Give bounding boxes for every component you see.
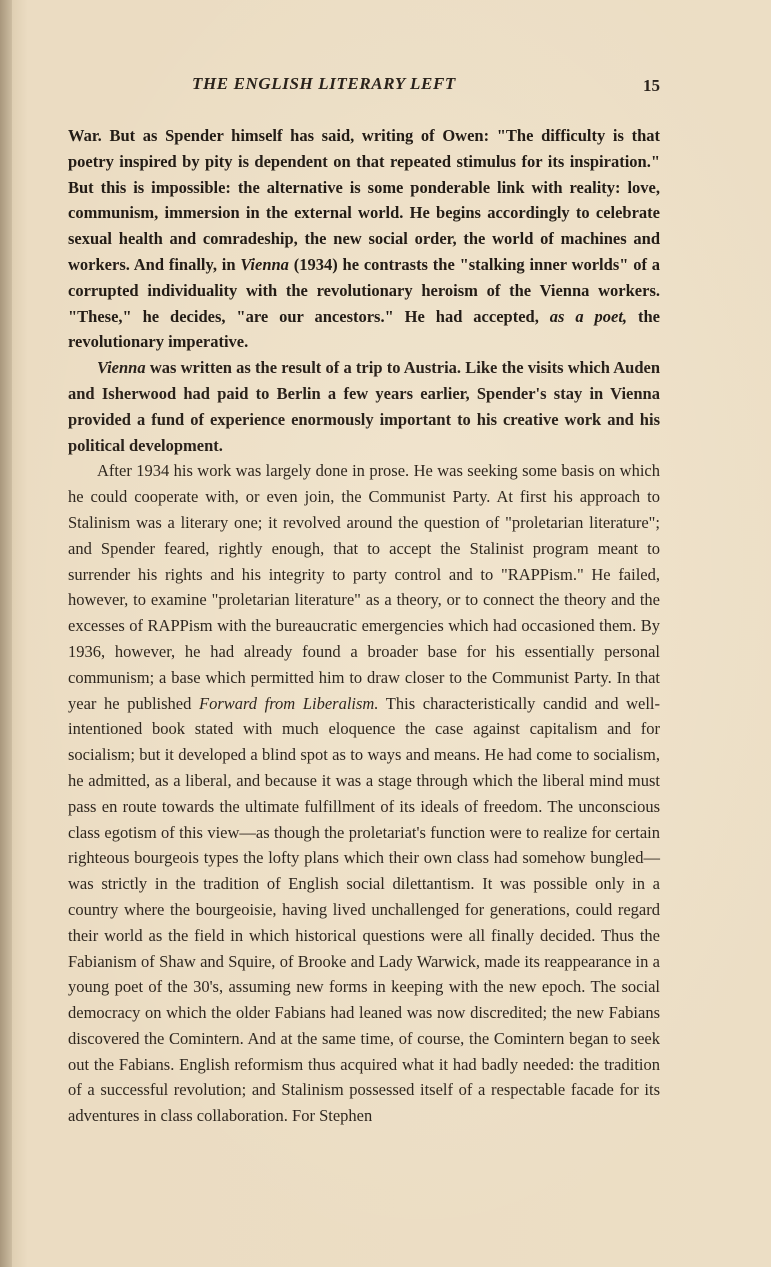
paragraph-3-text-1: After 1934 his work was largely done in prose. He was seeking some basis on which he could cooperate with, or even join, the Communist Party. At first his approach to Stalinism was a literary one; it revolved around the question of "proletarian literature"; and Spender feared, rightly enough, that to accept the Stalinist program meant to surrender his rights and his integrity to party control and to "RAPPism." He failed, however, to examine "proletarian literature" as a theory, or to connect the theory and the excesses of RAPPism with the bureaucratic emergencies which had occasioned them. By 1936, however, he had already found a broader base for his essentially personal communism; a base which permitted him to draw closer to the Communist Party. In that year he published <box>68 461 660 713</box>
running-header <box>68 74 660 102</box>
italic-title-vienna: Vienna <box>97 358 146 378</box>
running-title: THE ENGLISH LITERARY LEFT <box>192 74 456 93</box>
page-number: 15 <box>643 76 660 95</box>
italic-title-forward-from-liberalism: Forward from Liberalism. <box>198 693 379 713</box>
italic-phrase-as-a-poet: as a poet, <box>549 306 628 326</box>
paragraph-1-text-1: War. But as Spender himself has said, writing of Owen: "The difficulty is that poetry inspired by pity is dependent on that repeated stimulus for its inspiration." But this is impossible: the alternative is some ponderable link with reality: love, communism, immersion in the external world. He begins accordingly to celebrate sexual health and comradeship, the new social order, the world of machines and workers. And finally, in <box>68 126 660 274</box>
paragraph-1-text-2: (1934) he contrasts the "stalking inner worlds" of a corrupted individuality with the revolutionary heroism of the Vienna workers. "These," he decides, "are our ancestors." He had accepted, <box>68 254 660 326</box>
paragraph-3-text-2: This characteristically candid and well-intentioned book stated with much eloquence the case against capitalism and for socialism; but it developed a blind spot as to ways and means. He had come to socialism, he admitted, as a liberal, and because it was a stage through which the liberal mind must pass en route towards the ultimate fulfillment of its ideals of freedom. The unconscious class egotism of this view—as though the proletariat's function were to realize for certain righteous bourgeois types the lofty plans which their own class had somehow bungled—was strictly in the tradition of English social dilettantism. It was possible only in a country where the bourgeoisie, having lived unchallenged for generations, could regard their world as the field in which historical questions were all finally decided. Thus the Fabianism of Shaw and Squire, of Brooke and Lady Warwick, made its reappearance in a young poet of the 30's, assuming new forms in keeping with the new epoch. The social democracy on which the older Fabians had leaned was now discredited; the new Fabians discovered the Comintern. And at the same time, of course, the Comintern began to seek out the Fabians. English reformism thus acquired what it had badly needed: the tradition of a successful revolution; and Stalinism possessed itself of a respectable facade for its adventures in class collaboration. For Stephen <box>68 693 660 1126</box>
paragraph-2 <box>68 355 660 458</box>
paragraph-1 <box>68 123 660 355</box>
italic-title-vienna: Vienna <box>240 254 289 274</box>
paragraph-2-text-1: was written as the result of a trip to Austria. Like the visits which Auden and Isherwood had paid to Berlin a few years earlier, Spender's stay in Vienna provided a fund of experience enormously important to his creative work and his political development. <box>68 358 660 455</box>
paragraph-1-text-3: the revolutionary imperative. <box>68 306 660 352</box>
page-binding-shadow <box>0 0 12 1267</box>
body-text <box>68 123 660 1129</box>
paragraph-3 <box>68 458 660 1129</box>
